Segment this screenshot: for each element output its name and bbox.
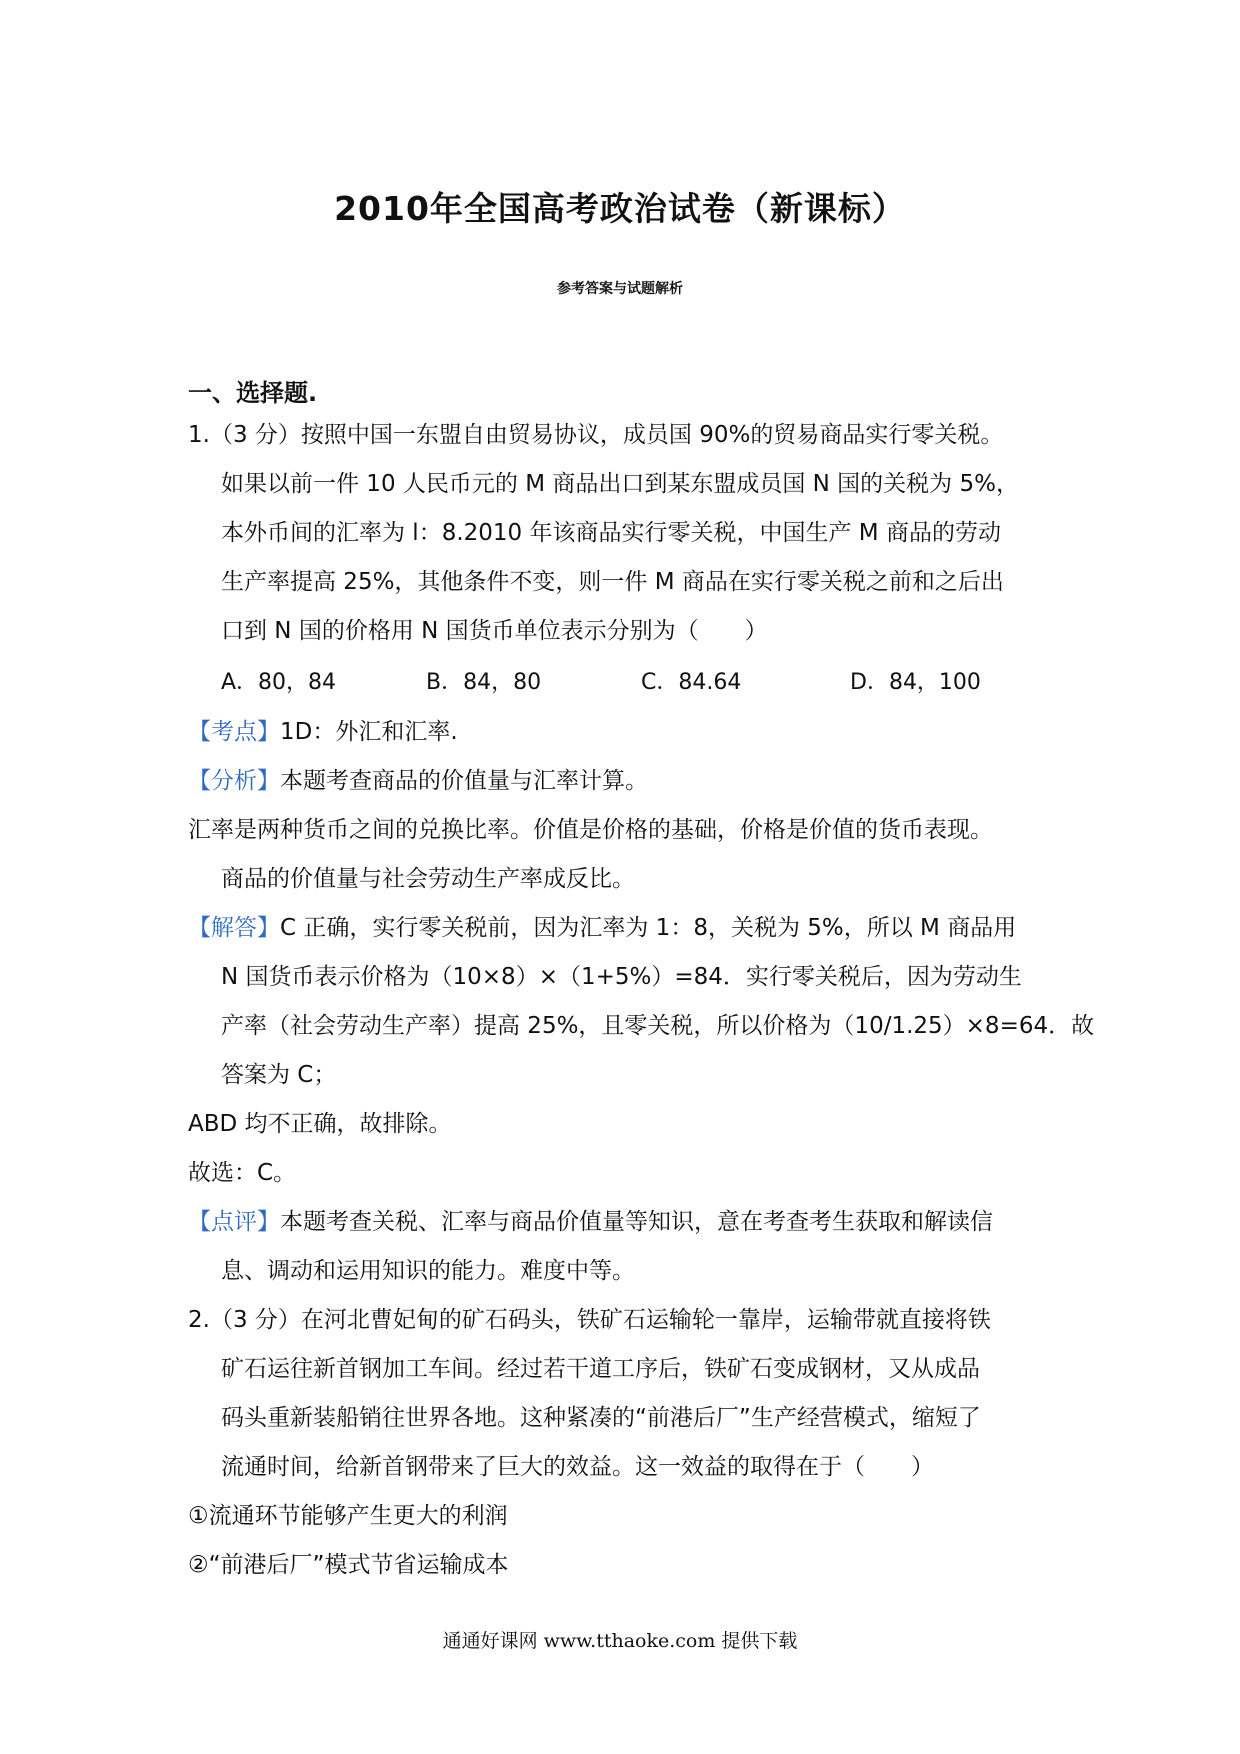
analysis-line: 汇率是两种货币之间的兑换比率。价值是价格的基础，价格是价值的货币表现。 [188,817,993,843]
question-2-statement: ①流通环节能够产生更大的利润 [188,1503,508,1529]
dianping-line [188,1207,993,1237]
fenxi-tag: 【分析】 [188,768,280,794]
dianping-line: 息、调动和运用知识的能力。难度中等。 [221,1258,635,1284]
abd-line: ABD 均不正确，故排除。 [188,1111,452,1137]
fenxi-text: 本题考查商品的价值量与汇率计算。 [280,768,648,794]
jieda-line: 产率（社会劳动生产率）提高 25%，且零关税，所以价格为（10/1.25）×8=64．故 [221,1013,1095,1039]
dianping-text: 本题考查关税、汇率与商品价值量等知识，意在考查考生获取和解读信 [280,1209,993,1235]
document-title: 2010年全国高考政治试卷（新课标） [334,189,906,228]
jieda-text: C 正确，实行零关税前，因为汇率为 1：8，关税为 5%，所以 M 商品用 [280,915,1017,941]
jieda-line: 答案为 C； [221,1062,337,1088]
question-1-stem-line: 如果以前一件 10 人民币元的 M 商品出口到某东盟成员国 N 国的关税为 5%， [221,471,1019,497]
option-a: A．80，84 [221,670,337,695]
answer-line: 故选：C。 [188,1160,297,1186]
kaodian-tag: 【考点】 [188,719,280,745]
option-c: C．84.64 [641,670,742,695]
fenxi-line [188,766,648,796]
question-2-statement: ②“前港后厂”模式节省运输成本 [188,1552,509,1578]
jieda-line [188,913,1016,943]
question-1-stem-line: 生产率提高 25%，其他条件不变，则一件 M 商品在实行零关税之前和之后出 [221,569,1004,595]
question-2-stem-line: 码头重新装船销往世界各地。这种紧凑的“前港后厂”生产经营模式，缩短了 [221,1405,981,1431]
question-1-stem-line: 1.（3 分）按照中国一东盟自由贸易协议，成员国 90%的贸易商品实行零关税。 [188,422,1004,448]
question-2-stem-line: 矿石运往新首钢加工车间。经过若干道工序后，铁矿石变成钢材，又从成品 [221,1356,980,1382]
jieda-tag: 【解答】 [188,915,280,941]
question-1-stem-line: 口到 N 国的价格用 N 国货币单位表示分别为（ ） [221,618,768,644]
question-1-stem-line: 本外币间的汇率为 l：8.2010 年该商品实行零关税，中国生产 M 商品的劳动 [221,520,1001,546]
question-2-stem-line: 流通时间，给新首钢带来了巨大的效益。这一效益的取得在于（ ） [221,1454,934,1480]
question-2-stem-line: 2.（3 分）在河北曹妃甸的矿石码头，铁矿石运输轮一靠岸，运输带就直接将铁 [188,1307,991,1333]
section-heading: 一、选择题. [188,379,318,407]
kaodian-text: 1D：外汇和汇率. [280,719,458,745]
option-d: D．84，100 [850,670,981,695]
dianping-tag: 【点评】 [188,1209,280,1235]
jieda-line: N 国货币表示价格为（10×8）×（1+5%）=84．实行零关税后，因为劳动生 [221,964,1022,990]
option-b: B．84，80 [426,670,542,695]
kaodian-line [188,717,458,747]
document-subtitle: 参考答案与试题解析 [557,281,683,297]
analysis-line: 商品的价值量与社会劳动生产率成反比。 [221,866,635,892]
page-footer: 通通好课网 www.tthaoke.com 提供下载 [442,1630,798,1652]
